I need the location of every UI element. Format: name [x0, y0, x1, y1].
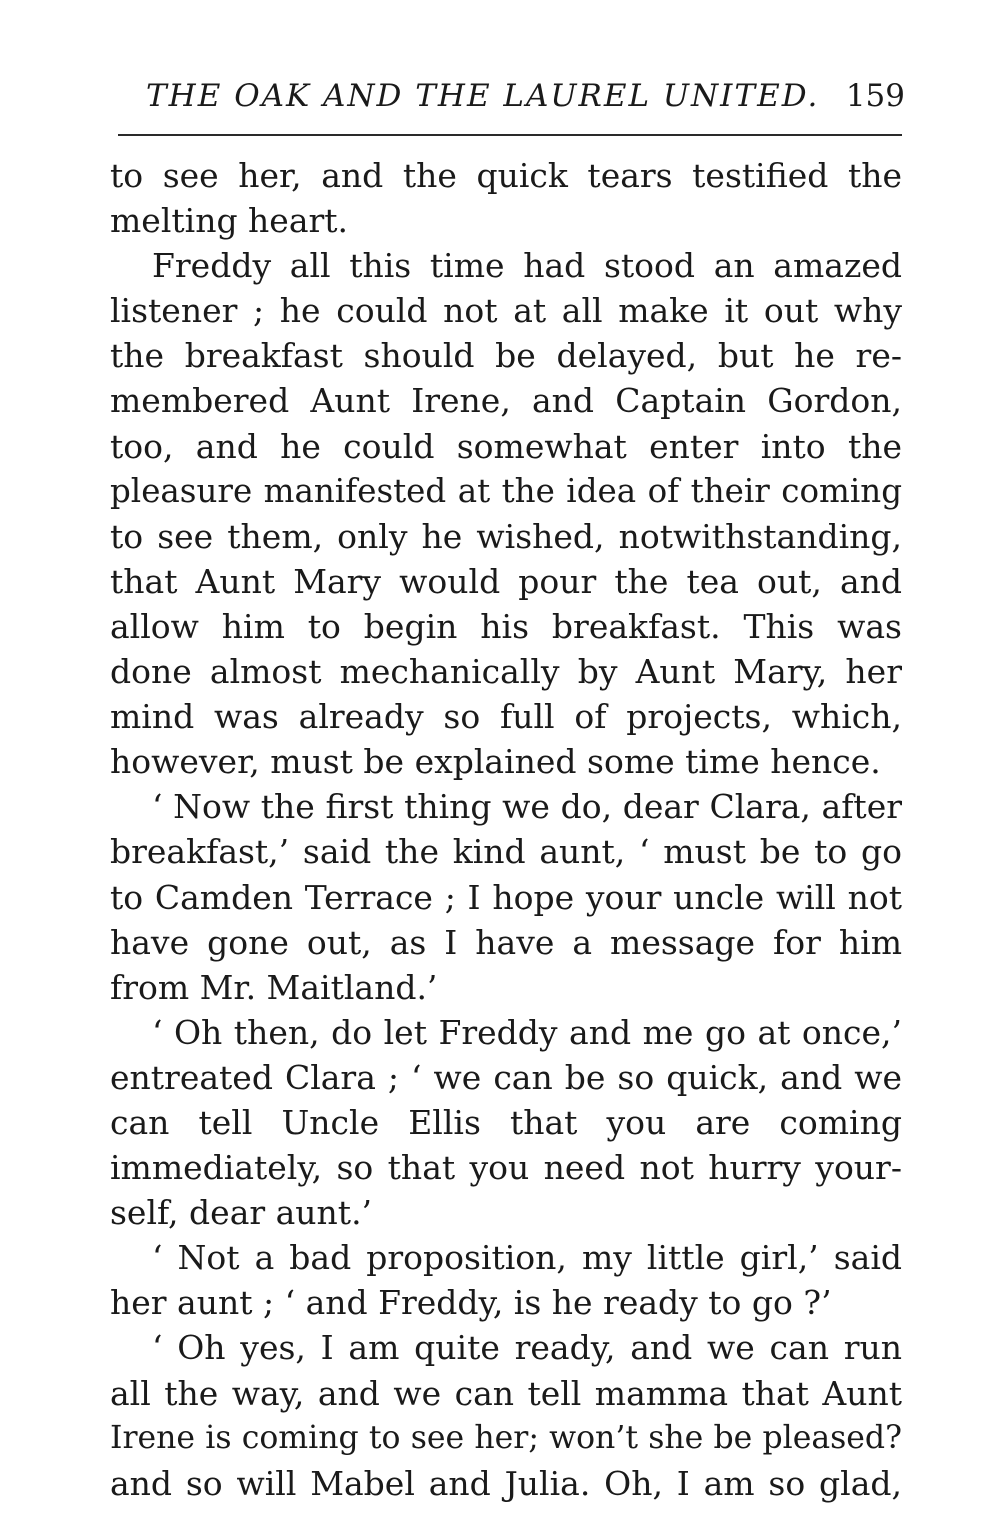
text-line: membered Aunt Irene, and Captain Gordon, — [110, 381, 902, 421]
text-line: self, dear aunt.’ — [110, 1193, 373, 1233]
text-line: have gone out, as I have a message for him — [110, 922, 902, 962]
text-line: too, and he could somewhat enter into the — [110, 426, 902, 466]
text-line: immediately, so that you need not hurry your- — [110, 1148, 902, 1188]
text-line: from Mr. Maitland.’ — [110, 967, 438, 1007]
text-line: Freddy all this time had stood an amazed — [152, 246, 902, 286]
text-line: ‘ Oh yes, I am quite ready, and we can run — [152, 1328, 902, 1368]
text-line: ‘ Now the first thing we do, dear Clara, after — [152, 787, 902, 827]
text-line: done almost mechanically by Aunt Mary, her — [110, 652, 902, 692]
text-line: all the way, and we can tell mamma that Aunt — [110, 1373, 902, 1413]
page-number: 159 — [845, 78, 905, 114]
text-line: Irene is coming to see her; won’t she be pleased? — [110, 1419, 902, 1456]
header-rule — [118, 134, 902, 136]
text-line: the breakfast should be delayed, but he re- — [110, 336, 902, 376]
text-line: pleasure manifested at the idea of their coming — [110, 471, 902, 510]
text-line: and so will Mabel and Julia. Oh, I am so glad, — [110, 1463, 902, 1503]
text-line: ‘ Not a bad proposition, my little girl,’ said — [152, 1238, 902, 1278]
text-line: can tell Uncle Ellis that you are coming — [110, 1102, 902, 1142]
running-head: THE OAK AND THE LAUREL UNITED. — [146, 78, 820, 114]
text-line: however, must be explained some time hence. — [110, 742, 881, 782]
text-line: to Camden Terrace ; I hope your uncle will not — [110, 877, 902, 917]
text-line: to see them, only he wished, notwithstanding, — [110, 516, 902, 556]
text-line: listener ; he could not at all make it out why — [110, 291, 902, 331]
body-text — [110, 153, 902, 1506]
text-line: entreated Clara ; ‘ we can be so quick, and we — [110, 1057, 902, 1097]
text-line: to see her, and the quick tears testified the — [110, 156, 902, 195]
text-line: allow him to begin his breakfast. This was — [110, 606, 902, 646]
page-header — [110, 78, 905, 126]
text-line: breakfast,’ said the kind aunt, ‘ must be to go — [110, 832, 902, 872]
text-line: melting heart. — [110, 201, 349, 241]
text-line: ‘ Oh then, do let Freddy and me go at once,’ — [152, 1012, 902, 1052]
text-line: mind was already so full of projects, which, — [110, 697, 902, 737]
text-line: that Aunt Mary would pour the tea out, and — [110, 561, 902, 601]
text-line: her aunt ; ‘ and Freddy, is he ready to go ?’ — [110, 1283, 832, 1323]
